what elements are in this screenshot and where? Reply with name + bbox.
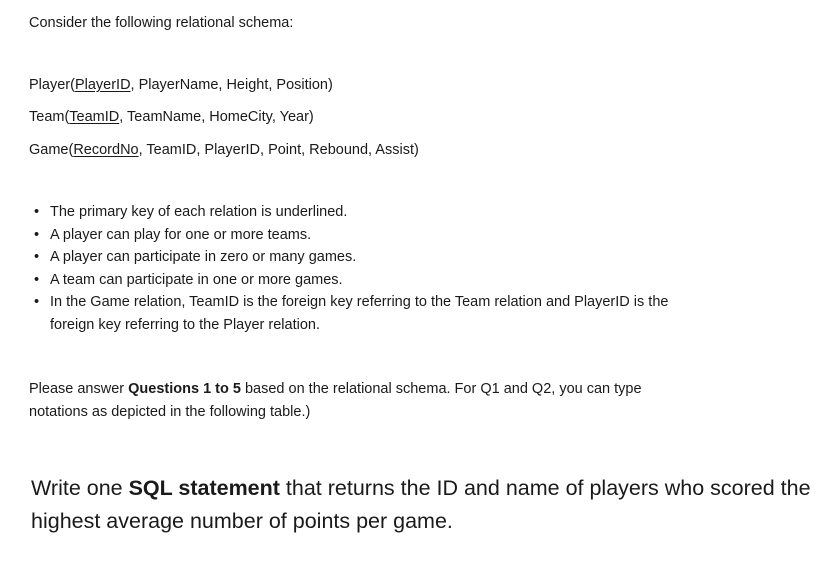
question-text [31, 472, 811, 538]
instructions-text [29, 378, 689, 423]
list-item [29, 269, 709, 292]
schema-player-prefix: Player( [29, 77, 75, 93]
bullet-icon: • [34, 294, 40, 311]
schema-game-prefix: Game( [29, 142, 74, 158]
bullet-icon: • [34, 226, 40, 243]
list-item [29, 246, 709, 269]
note-text: A player can play for one or more teams. [50, 226, 312, 243]
note-text: In the Game relation, TeamID is the foreign key referring to the Team relation and PlayerID is the foreign key referring to the Player relation. [50, 294, 669, 333]
note-text: The primary key of each relation is underlined. [50, 204, 348, 220]
list-item [29, 201, 709, 224]
question-emphasis: SQL statement [128, 476, 280, 500]
schema-team [29, 106, 314, 128]
intro-text: Consider the following relational schema: [29, 15, 294, 31]
schema-team-prefix: Team( [29, 109, 70, 125]
schema-player [29, 74, 333, 96]
note-text: A player can participate in zero or many games. [50, 249, 357, 266]
note-text: A team can participate in one or more games. [50, 271, 343, 288]
bullet-icon: • [34, 249, 40, 266]
notes-list [29, 201, 709, 337]
schema-game [29, 139, 419, 161]
instructions-emphasis: Questions 1 to 5 [128, 381, 241, 397]
schema-game-attributes: , TeamID, PlayerID, Point, Rebound, Assist) [138, 142, 419, 158]
instructions-after: based on the relational schema. For Q1 and Q2, you can type notations as depicted in the following table.) [29, 381, 642, 420]
list-item [29, 224, 709, 247]
question-after: that returns the ID and name of players who scored the highest average number of points per game. [31, 476, 811, 533]
schema-team-primary-key: TeamID [69, 109, 120, 125]
schema-player-primary-key: PlayerID [74, 77, 131, 93]
instructions-before: Please answer [29, 381, 129, 397]
schema-team-attributes: , TeamName, HomeCity, Year) [119, 109, 314, 125]
bullet-icon: • [34, 204, 40, 220]
schema-player-attributes: , PlayerName, Height, Position) [130, 77, 333, 93]
schema-game-primary-key: RecordNo [73, 142, 139, 158]
list-item [29, 291, 709, 336]
question-before: Write one [31, 476, 129, 500]
bullet-icon: • [34, 271, 40, 288]
